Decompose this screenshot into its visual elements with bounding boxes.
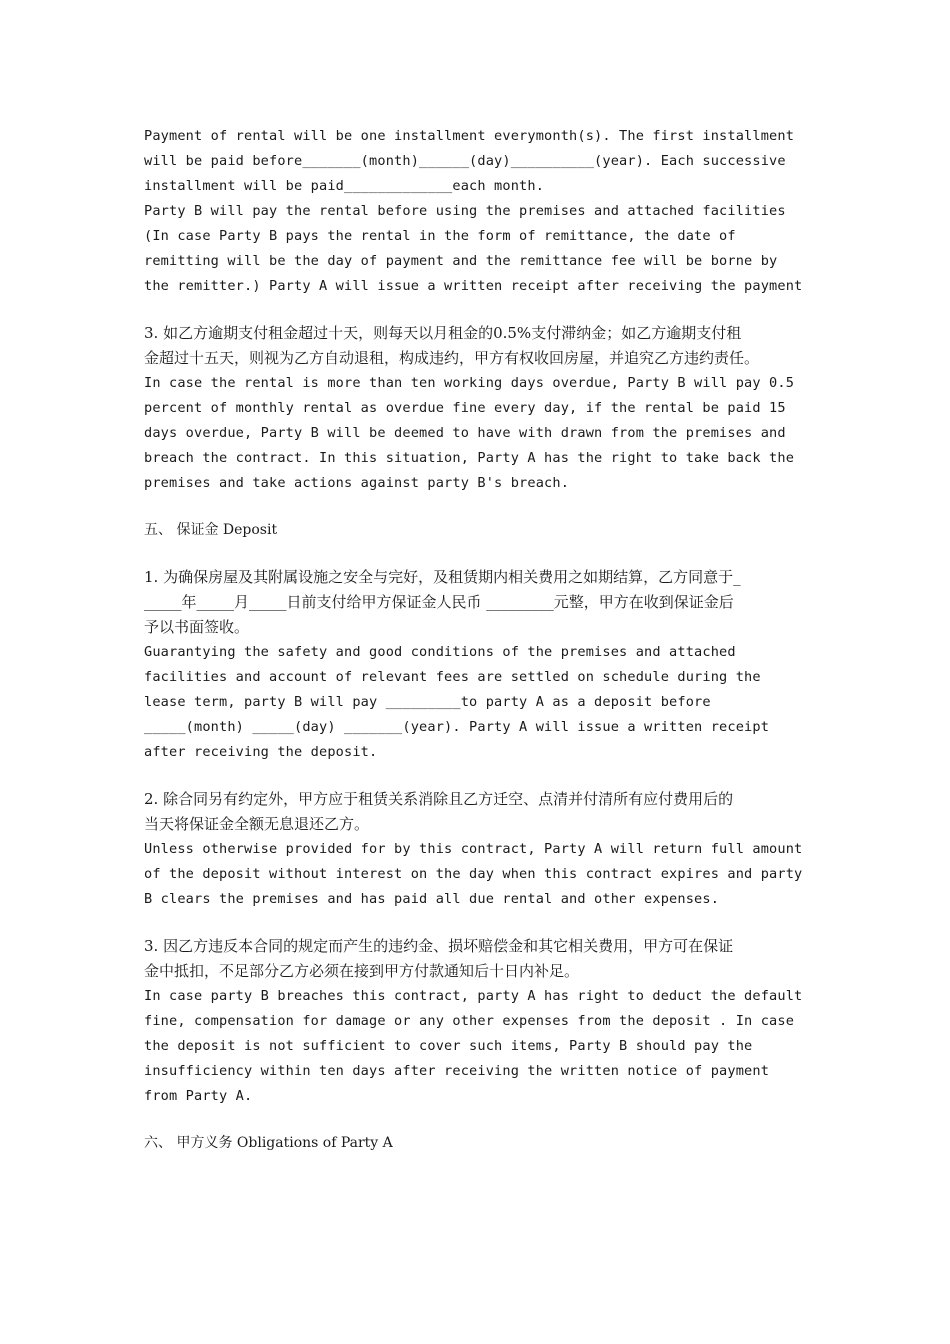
paragraph-spacer	[144, 912, 814, 934]
paragraph-spacer	[144, 543, 814, 565]
text-line-zh: 金超过十五天，则视为乙方自动退租，构成违约，甲方有权收回房屋，并追究乙方违约责任。	[144, 349, 760, 367]
text-line: facilities and account of relevant fees are settled on schedule during the	[144, 669, 761, 685]
section-heading-obligations: 六、 甲方义务 Obligations of Party A	[144, 1135, 393, 1151]
text-line-zh: 3. 因乙方违反本合同的规定而产生的违约金、损坏赔偿金和其它相关费用，甲方可在保证	[144, 937, 734, 955]
text-line: from Party A.	[144, 1088, 253, 1104]
text-line: Guarantying the safety and good conditions of the premises and attached	[144, 644, 736, 660]
text-line: fine, compensation for damage or any other expenses from the deposit . In case	[144, 1013, 795, 1029]
text-line: days overdue, Party B will be deemed to have with drawn from the premises and	[144, 425, 786, 441]
paragraph-spacer	[144, 299, 814, 321]
text-line: after receiving the deposit.	[144, 744, 378, 760]
text-line: lease term, party B will pay _________to party A as a deposit before	[144, 694, 711, 710]
payment-paragraph	[144, 124, 814, 299]
text-line: the deposit is not sufficient to cover such items, Party B should pay the	[144, 1038, 753, 1054]
deposit-clause-3	[144, 934, 814, 1109]
deposit-clause-1	[144, 565, 814, 765]
text-line: _____(month) _____(day) _______(year). Party A will issue a written receipt	[144, 719, 770, 735]
paragraph-spacer	[144, 1109, 814, 1131]
text-line: will be paid before_______(month)______(day)__________(year). Each successive	[144, 153, 786, 169]
text-line: Payment of rental will be one installment everymonth(s). The first installment	[144, 128, 795, 144]
text-line: In case the rental is more than ten working days overdue, Party B will pay 0.5	[144, 375, 795, 391]
text-line: Unless otherwise provided for by this contract, Party A will return full amount	[144, 841, 803, 857]
text-line: remitting will be the day of payment and the remittance fee will be borne by	[144, 253, 778, 269]
text-line: (In case Party B pays the rental in the form of remittance, the date of	[144, 228, 736, 244]
deposit-clause-2	[144, 787, 814, 912]
text-line: percent of monthly rental as overdue fine every day, if the rental be paid 15	[144, 400, 786, 416]
text-line: insufficiency within ten days after receiving the written notice of payment	[144, 1063, 770, 1079]
paragraph-spacer	[144, 496, 814, 518]
text-line: breach the contract. In this situation, Party A has the right to take back the	[144, 450, 795, 466]
text-line: installment will be paid_____________each month.	[144, 178, 545, 194]
overdue-clause	[144, 321, 814, 496]
text-line: B clears the premises and has paid all due rental and other expenses.	[144, 891, 720, 907]
text-line-zh: 2. 除合同另有约定外，甲方应于租赁关系消除且乙方迁空、点清并付清所有应付费用后的	[144, 790, 734, 808]
paragraph-spacer	[144, 765, 814, 787]
text-line-zh: 金中抵扣，不足部分乙方必须在接到甲方付款通知后十日内补足。	[144, 962, 580, 980]
document-body	[144, 124, 814, 1156]
text-line: Party B will pay the rental before using the premises and attached facilities	[144, 203, 786, 219]
text-line: In case party B breaches this contract, party A has right to deduct the default	[144, 988, 803, 1004]
text-line-zh: 予以书面签收。	[144, 618, 250, 636]
text-line: the remitter.) Party A will issue a written receipt after receiving the payment	[144, 278, 803, 294]
text-line-zh: 当天将保证金全额无息退还乙方。	[144, 815, 370, 833]
text-line: of the deposit without interest on the day when this contract expires and party	[144, 866, 803, 882]
text-line-zh: 3. 如乙方逾期支付租金超过十天，则每天以月租金的0.5%支付滞纳金；如乙方逾期支付租	[144, 324, 742, 342]
text-line-zh: 1. 为确保房屋及其附属设施之安全与完好，及租赁期内相关费用之如期结算，乙方同意于_	[144, 568, 741, 586]
text-line-zh: _____年_____月_____日前支付给甲方保证金人民币 _________元整，甲方在收到保证金后	[144, 593, 734, 611]
section-heading-deposit: 五、 保证金 Deposit	[144, 522, 278, 538]
text-line: premises and take actions against party B's breach.	[144, 475, 570, 491]
